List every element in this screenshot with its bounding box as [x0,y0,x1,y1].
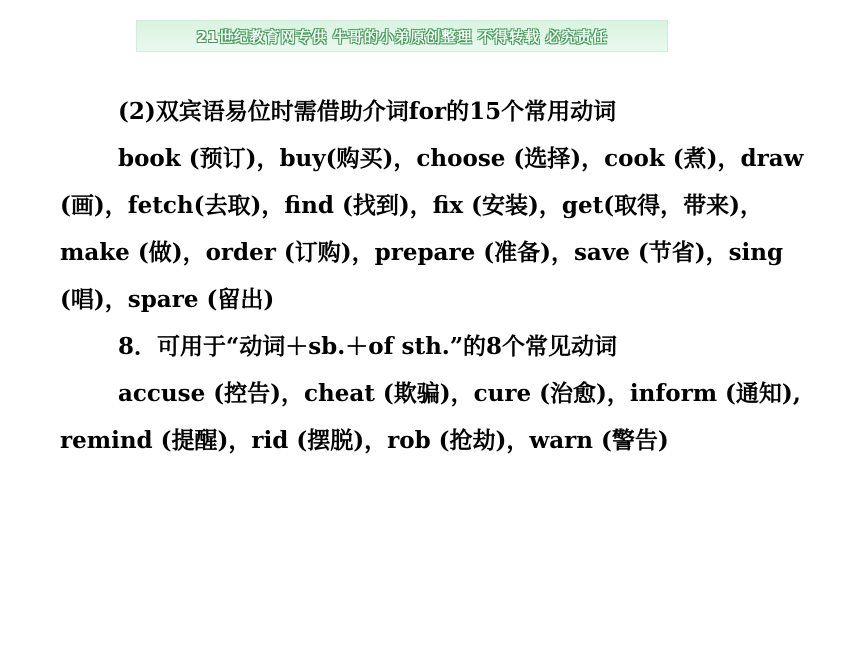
watermark-banner [136,20,668,52]
section-heading-for-verbs: (2)双宾语易位时需借助介词for的15个常用动词 [118,98,617,125]
of-verbs-list: accuse (控告)，cheat (欺骗)，cure (治愈)，inform (通知), remind (提醒)，rid (摆脱)，rob (抢劫)，warn (警告) [60,380,801,454]
watermark-text: 21世纪教育网专供 牛哥的小弟原创整理 不得转载 必究责任 [196,27,608,46]
section-heading-of-verbs: 8．可用于“动词＋sb.＋of sth.”的8个常见动词 [118,333,618,360]
for-verbs-list: book (预订)，buy(购买)，choose (选择)，cook (煮)，draw (画)，fetch(去取)，find (找到)，fix (安装)，get(取得，带来)，make (做)，order (订购)，prepare (准备)，save (节省)，sing (唱)，spare (留出) [60,145,804,313]
document-body [60,88,808,464]
